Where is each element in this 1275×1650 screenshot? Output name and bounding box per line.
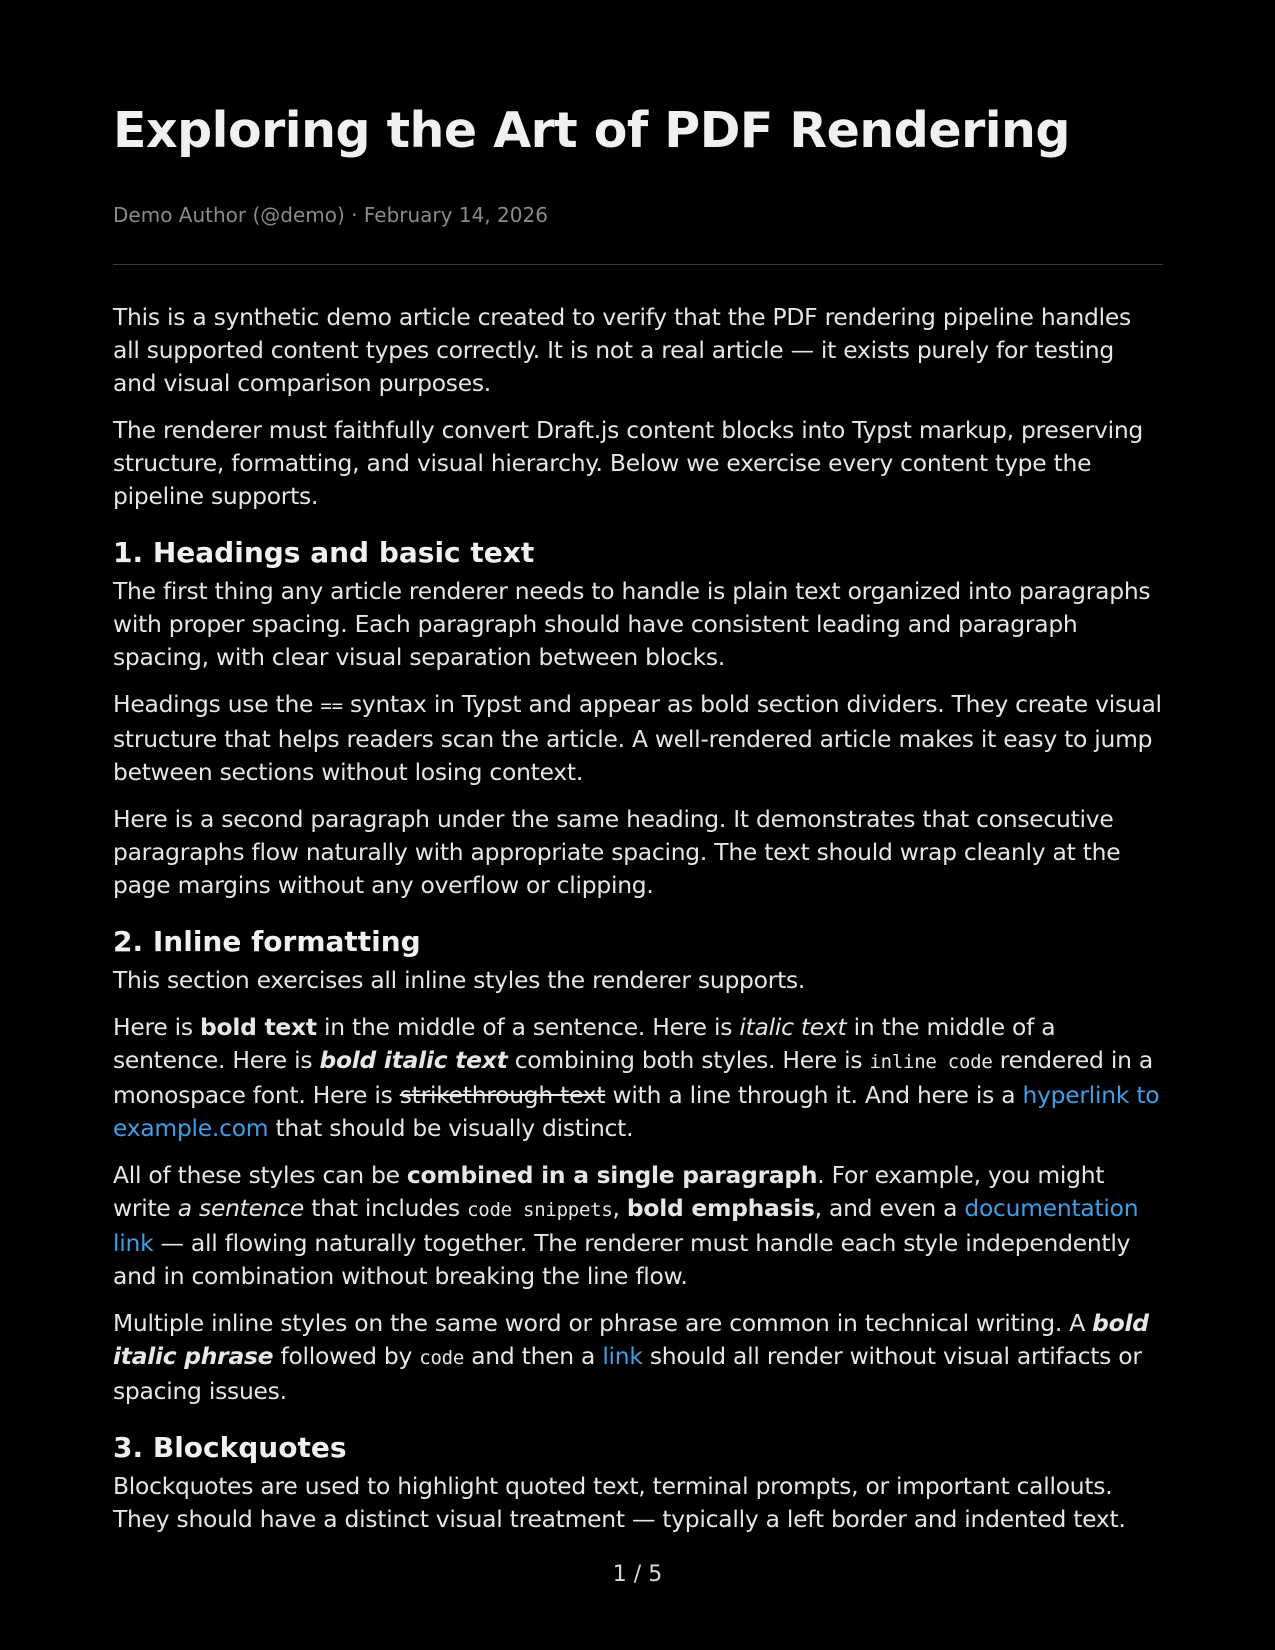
strikethrough-text: strikethrough text	[399, 1081, 606, 1109]
italic-text: a sentence	[177, 1194, 305, 1222]
s2-paragraph-1: This section exercises all inline styles the renderer supports.	[113, 966, 806, 994]
s3-paragraph-1: Blockquotes are used to highlight quoted text, terminal prompts, or important callouts. They should have a distinct visual treatment — typically a left border and indented text.	[113, 1472, 1126, 1533]
bold-italic-text: bold italic text	[319, 1046, 508, 1074]
documentation-link[interactable]: documentation link	[113, 1194, 1139, 1257]
inline-code: code snippets	[467, 1199, 613, 1221]
inline-code: code	[419, 1347, 465, 1369]
article-byline: Demo Author (@demo) · February 14, 2026	[113, 203, 548, 227]
inline-code: inline code	[869, 1051, 993, 1073]
s2-paragraph-3: All of these styles can be combined in a single paragraph. For example, you might write a sentence that includes code snippets, bold emphasis, and even a documentation link — all flowing naturally together. The renderer must handle each style independently and in combination without breaking the line flow.	[113, 1161, 1139, 1290]
article	[113, 95, 1163, 1550]
bold-text: combined in a single paragraph	[406, 1161, 818, 1189]
bold-text: bold emphasis	[626, 1194, 815, 1222]
intro-paragraph-1: This is a synthetic demo article created to verify that the PDF rendering pipeline handles all supported content types correctly. It is not a real article — it exists purely for testing and visual comparison purposes.	[113, 303, 1131, 397]
article-title: Exploring the Art of PDF Rendering	[113, 102, 1070, 159]
hyperlink-example[interactable]: hyperlink to example.com	[113, 1081, 1160, 1142]
bold-text: bold text	[200, 1013, 317, 1041]
intro-paragraph-2: The renderer must faithfully convert Draft.js content blocks into Typst markup, preserving structure, formatting, and visual hierarchy. Below we exercise every content type the pipeline supports.	[113, 416, 1143, 510]
s1-paragraph-2: Headings use the == syntax in Typst and appear as bold section dividers. They create visual structure that helps readers scan the article. A well-rendered article makes it easy to jump between sections without losing context.	[113, 690, 1162, 786]
italic-text: italic text	[739, 1013, 847, 1041]
section-heading-2: 2. Inline formatting	[113, 925, 421, 958]
link[interactable]: link	[602, 1342, 643, 1370]
s1-paragraph-1: The first thing any article renderer needs to handle is plain text organized into paragraphs with proper spacing. Each paragraph should have consistent leading and paragraph spacing, with clear visual separation between blocks.	[113, 577, 1151, 671]
title-divider	[113, 264, 1163, 265]
s2-paragraph-2: Here is bold text in the middle of a sentence. Here is italic text in the middle of a sentence. Here is bold italic text combining both styles. Here is inline code rendered in a monospace font. Here is strikethrough text with a line through it. And here is a hyperlink to example.com that should be visually distinct.	[113, 1013, 1160, 1142]
s2-paragraph-4: Multiple inline styles on the same word or phrase are common in technical writing. A bold italic phrase followed by code and then a link should all render without visual artifacts or spacing issues.	[113, 1309, 1149, 1405]
page-indicator: 1 / 5	[612, 1562, 663, 1587]
section-heading-3: 3. Blockquotes	[113, 1431, 347, 1464]
s1-paragraph-3: Here is a second paragraph under the same heading. It demonstrates that consecutive paragraphs flow naturally with appropriate spacing. The text should wrap cleanly at the page margins without any overflow or clipping.	[113, 805, 1121, 899]
bold-italic-text: bold italic phrase	[113, 1309, 1149, 1370]
article-body	[113, 301, 1163, 1536]
inline-code: ==	[320, 695, 343, 717]
section-heading-1: 1. Headings and basic text	[113, 536, 535, 569]
